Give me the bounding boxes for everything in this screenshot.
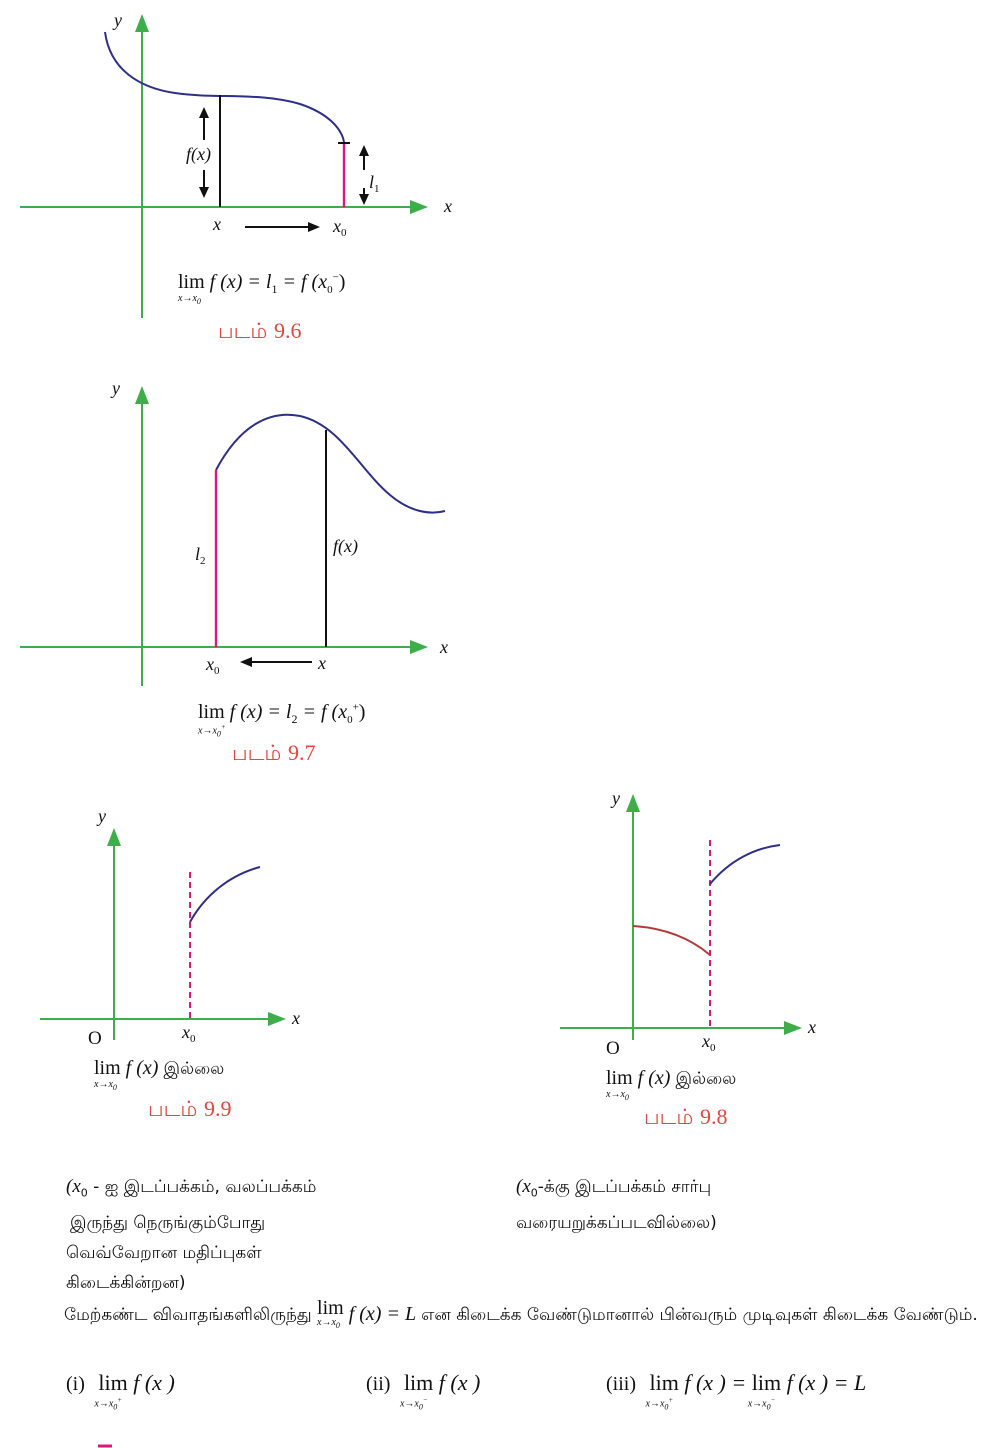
y-axis-label: y — [112, 378, 120, 398]
fx-label: f(x) — [186, 144, 211, 164]
fig97-caption: படம் 9.7 — [232, 740, 316, 765]
x0-label: $x_0$ — [182, 1022, 196, 1045]
x-axis-label: x — [440, 637, 448, 657]
fig96-caption: படம் 9.6 — [218, 318, 302, 343]
x0-label: $x_0$ — [702, 1031, 716, 1054]
fig99-limit-expression: lim $x\to x_0$ f (x) இல்லை — [94, 1057, 225, 1092]
origin-label: O — [606, 1038, 620, 1059]
fig98-caption: படம் 9.8 — [644, 1104, 728, 1129]
x-axis-label: x — [808, 1017, 816, 1037]
fig96-limit-expression: lim $x\to x_0$ f $(x) = l_1 = f$ $(x_0^-)$ — [178, 271, 346, 306]
fig98-limit-expression: lim $x\to x_0$ f (x) இல்லை — [606, 1067, 737, 1102]
x-point-label: x — [318, 653, 326, 673]
fig98-note: ($x_0-க்கு$ இடப்பக்கம் சார்பு வரையறுக்கப்படவில்லை) — [516, 1176, 717, 1234]
y-axis-label: y — [114, 10, 122, 30]
fig99-caption: படம் 9.9 — [148, 1096, 232, 1121]
x-axis-label: x — [444, 196, 452, 216]
l2-label: $l_2$ — [195, 544, 206, 567]
y-axis-label: y — [612, 788, 620, 808]
y-axis-label: y — [98, 806, 106, 826]
fx-label: f(x) — [333, 536, 358, 556]
origin-label: O — [88, 1028, 102, 1049]
x0-label: $x_0$ — [206, 654, 220, 677]
condition-1: (i) lim $x\to x_0^+$ f (x ) — [66, 1370, 175, 1412]
fig99-note: ($x_0$ - ஐ இடப்பக்கம், வலப்பக்கம் இருந்து நெருங்கும்போது வெவ்வேறான மதிப்புகள் கிடைக்கின்றன) — [66, 1176, 317, 1294]
condition-3: (iii) lim $x\to x_0^+$ f (x ) = lim $x\to x_0^-$ f (x ) = L — [606, 1370, 867, 1412]
x-axis-label: x — [292, 1008, 300, 1028]
x0-label: $x_0$ — [333, 216, 347, 239]
condition-2: (ii) lim $x\to x_0^-$ f (x ) — [366, 1370, 481, 1412]
x-point-label: x — [213, 214, 221, 234]
conclusion-paragraph: மேற்கண்ட விவாதங்களிலிருந்து lim $x\to x_0$ f (x) = L என கிடைக்க வேண்டுமானால் பின்வரும் முடிவுகள் கிடைக்க வேண்டும். — [64, 1297, 978, 1330]
l1-label: $l_1$ — [369, 172, 380, 195]
fig97-limit-expression: lim $x\to x_0^+$ f $(x) = l_2 = f$ $(x_0^+)$ — [198, 701, 366, 739]
